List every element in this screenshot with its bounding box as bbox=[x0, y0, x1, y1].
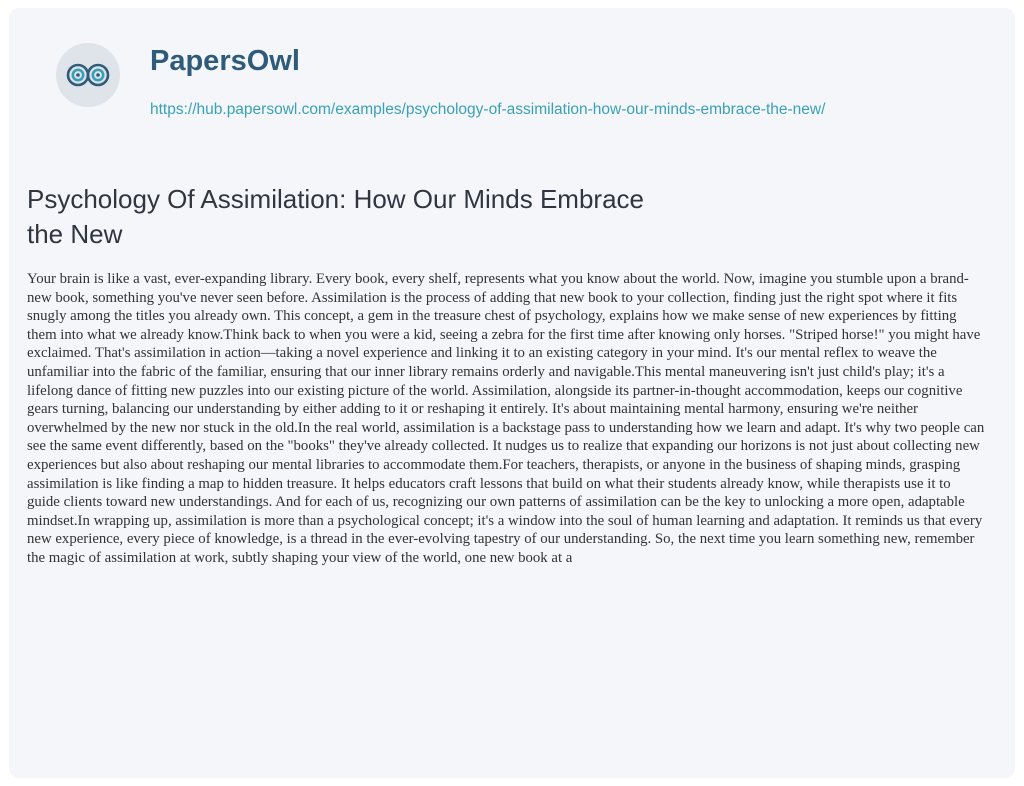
source-url-link[interactable]: https://hub.papersowl.com/examples/psychology-of-assimilation-how-our-minds-embrace-the-new/ bbox=[150, 101, 826, 118]
owl-eyes-icon bbox=[56, 43, 120, 107]
brand-name: PapersOwl bbox=[150, 45, 300, 77]
document-card bbox=[9, 8, 1015, 778]
owl-eyes-graphic bbox=[65, 60, 111, 90]
site-header bbox=[56, 43, 950, 121]
article-title: Psychology Of Assimilation: How Our Minds Embrace the New bbox=[27, 184, 644, 249]
brand-block bbox=[150, 43, 950, 121]
article-body: Your brain is like a vast, ever-expanding library. Every book, every shelf, represents what you know about the world. Now, imagine you stumble upon a brand-new book, something you've never seen before. Assimilation is the process of adding that new book to your collection, finding just the right spot where it fits snugly among the titles you already own. This concept, a gem in the treasure chest of psychology, explains how we make sense of new experiences by fitting them into what we already know.Think back to when you were a kid, seeing a zebra for the first time after knowing only horses. "Striped horse!" you might have exclaimed. That's assimilation in action—taking a novel experience and linking it to an existing category in your mind. It's our mental reflex to weave the unfamiliar into the fabric of the familiar, ensuring that our inner library remains orderly and navigable.This mental maneuvering isn't just child's play; it's a lifelong dance of fitting new puzzles into our existing picture of the world. Assimilation, alongside its partner-in-thought accommodation, keeps our cognitive gears turning, balancing our understanding by either adding to it or reshaping it entirely. It's about maintaining mental harmony, ensuring we're neither overwhelmed by the new nor stuck in the old.In the real world, assimilation is a backstage pass to understanding how we learn and adapt. It's why two people can see the same event differently, based on the "books" they've already collected. It nudges us to realize that expanding our horizons is not just about collecting new experiences but also about reshaping our mental libraries to accommodate them.For teachers, therapists, or anyone in the business of shaping minds, grasping assimilation is like finding a map to hidden treasure. It helps educators craft lessons that build on what their students already know, while therapists use it to guide clients toward new understandings. And for each of us, recognizing our own patterns of assimilation can be the key to unlocking a more open, adaptable mindset.In wrapping up, assimilation is more than a psychological concept; it's a window into the soul of human learning and adaptation. It reminds us that every new experience, every piece of knowledge, is a thread in the ever-evolving tapestry of our understanding. So, the next time you learn something new, remember the magic of assimilation at work, subtly shaping your view of the world, one new book at a bbox=[27, 271, 985, 566]
